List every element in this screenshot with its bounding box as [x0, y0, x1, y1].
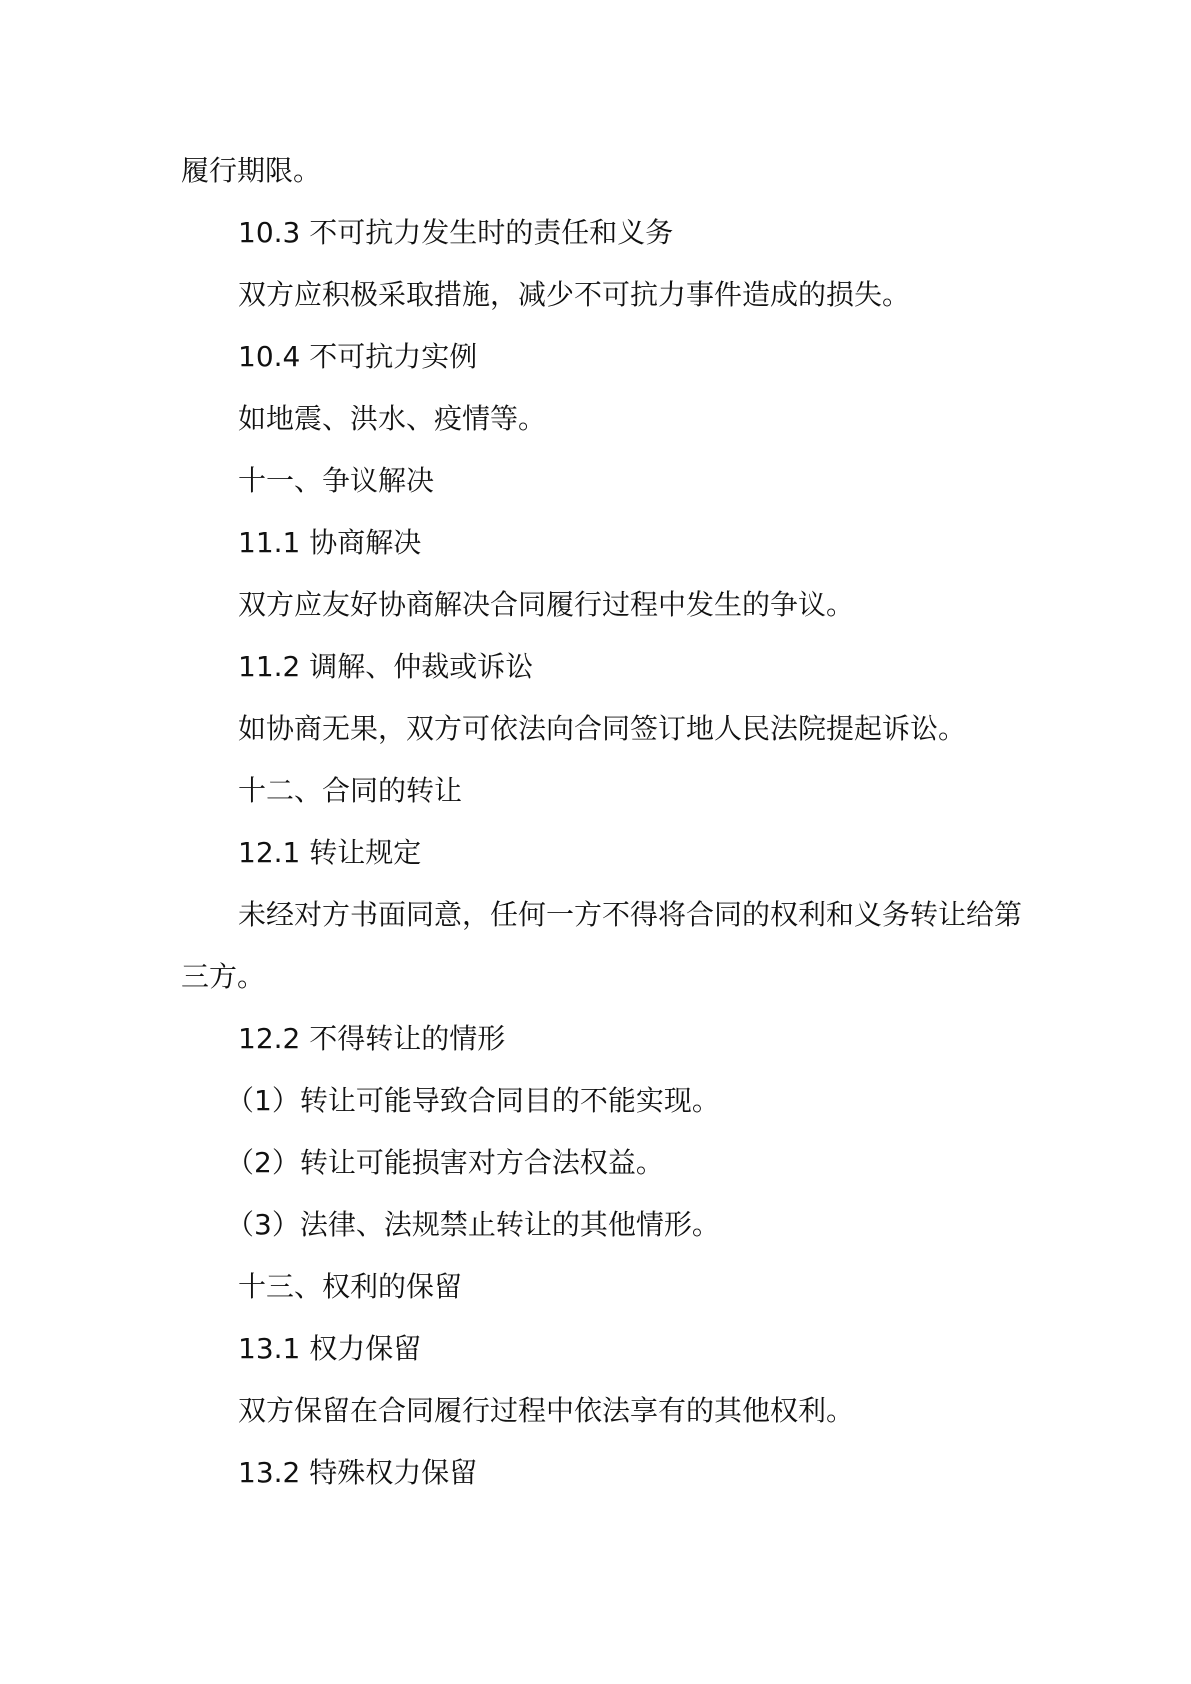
- text-line: 如协商无果，双方可依法向合同签订地人民法院提起诉讼。: [238, 712, 967, 745]
- text-line: 双方应积极采取措施，减少不可抗力事件造成的损失。: [238, 278, 911, 311]
- section-heading-11-1: 11.1 协商解决: [238, 526, 422, 559]
- section-heading-12-1: 12.1 转让规定: [238, 836, 422, 869]
- text-line: 双方应友好协商解决合同履行过程中发生的争议。: [238, 588, 855, 621]
- section-heading-10-4: 10.4 不可抗力实例: [238, 340, 478, 373]
- chapter-heading-12: 十二、合同的转让: [238, 774, 463, 807]
- list-item: （1）转让可能导致合同目的不能实现。: [226, 1084, 720, 1117]
- list-item: （2）转让可能损害对方合法权益。: [226, 1146, 664, 1179]
- text-line: 三方。: [181, 960, 266, 993]
- section-heading-10-3: 10.3 不可抗力发生时的责任和义务: [238, 216, 674, 249]
- section-heading-12-2: 12.2 不得转让的情形: [238, 1022, 506, 1055]
- section-heading-11-2: 11.2 调解、仲裁或诉讼: [238, 650, 534, 683]
- section-heading-13-2: 13.2 特殊权力保留: [238, 1456, 478, 1489]
- chapter-heading-13: 十三、权利的保留: [238, 1270, 463, 1303]
- text-line: 未经对方书面同意，任何一方不得将合同的权利和义务转让给第: [238, 898, 1023, 931]
- text-line: 双方保留在合同履行过程中依法享有的其他权利。: [238, 1394, 855, 1427]
- section-heading-13-1: 13.1 权力保留: [238, 1332, 422, 1365]
- text-line: 如地震、洪水、疫情等。: [238, 402, 547, 435]
- chapter-heading-11: 十一、争议解决: [238, 464, 435, 497]
- text-line: 履行期限。: [181, 154, 322, 187]
- list-item: （3）法律、法规禁止转让的其他情形。: [226, 1208, 720, 1241]
